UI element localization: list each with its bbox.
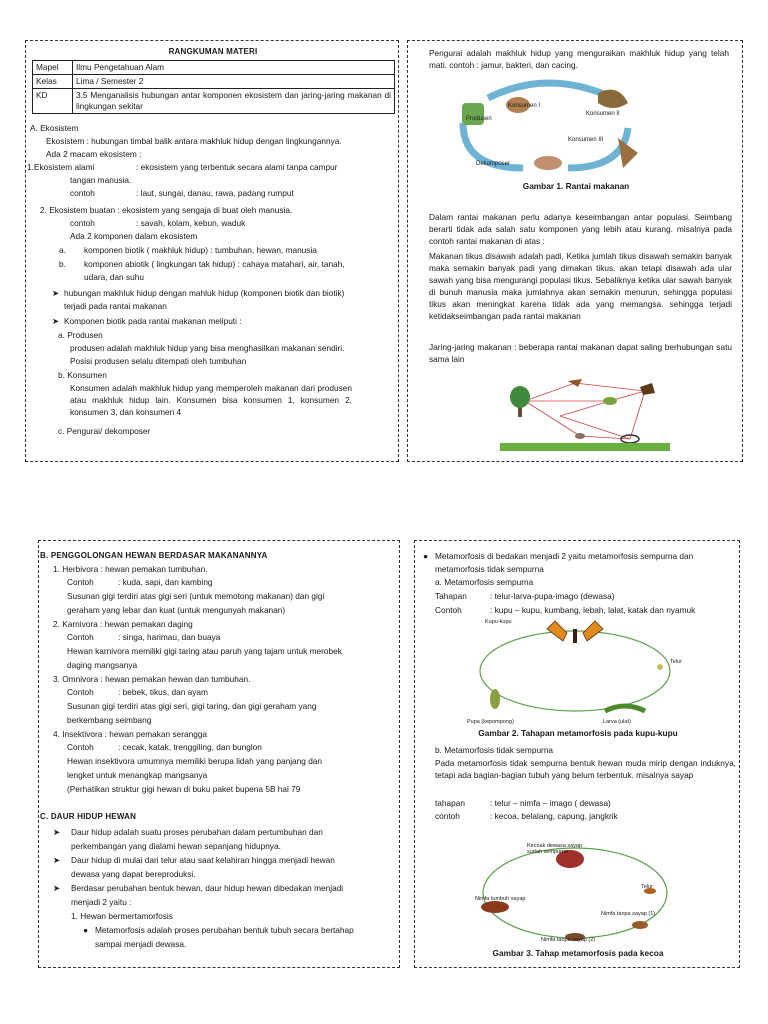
text-line: b. [59, 259, 66, 269]
summary-panel [25, 40, 399, 462]
text-line: Posisi produsen selalu ditempati oleh tumbuhan [70, 356, 247, 366]
figure-caption: Gambar 2. Tahapan metamorfosis pada kupu-kupu [478, 728, 678, 738]
text-line: Susunan gigi terdiri atas gigi seri (untuk memotong makanan) dan gigi [67, 591, 325, 601]
text-line: Contoh [67, 742, 94, 752]
text-line: Ada 2 macam ekosistem : [46, 149, 142, 159]
info-table [32, 60, 395, 114]
table-row [33, 75, 395, 89]
table-row [33, 89, 395, 114]
diagram-label: Kupu-kupu [485, 619, 512, 625]
diagram-label: Konsumen III [568, 137, 604, 143]
diagram-label: Konsumen II [586, 111, 620, 117]
text-line: : ekosistem yang terbentuk secara alami tanpa campur [136, 162, 338, 172]
text-line: : kecoa, belalang, capung, jangkrik [490, 811, 618, 821]
table-key: Kelas [33, 75, 73, 89]
text-line: Daur hidup adalah suatu proses perubahan dalam pertumbuhan dan [71, 827, 323, 837]
diagram-label: Produsen [466, 116, 492, 122]
text-line: produsen adalah makhluk hidup yang bisa menghasilkan makanan sendiri. [70, 343, 345, 353]
text-line: a. Metamorfosis sempurna [435, 577, 534, 587]
text-line: : telur – nimfa – imago ( dewasa) [490, 798, 611, 808]
text-line: a. [59, 245, 66, 255]
section-b-heading: B. PENGGOLONGAN HEWAN BERDASAR MAKANANNYA [40, 551, 268, 560]
text-line: sampai menjadi dewasa. [95, 939, 187, 949]
food-chain-panel [407, 40, 743, 462]
text-line: : singa, harimau, dan buaya [118, 632, 221, 642]
text-line: Metamorfosis adalah proses perubahan bentuk tubuh secara bertahap [95, 925, 354, 935]
text-paragraph: Konsumen adalah makhluk hidup yang memperoleh makanan dari produsen atau makhluk hidup lain. Konsumen bisa konsumen 1, konsumen 2, konsumen 3, dan konsumen 4 [70, 383, 352, 417]
diagram-label: Pupa (kepompong) [467, 719, 514, 725]
text-line: tangan manusia. [70, 175, 132, 185]
text-line: contoh [435, 811, 460, 821]
diagram-label: Larva (ulat) [603, 719, 631, 725]
figure-caption: Gambar 1. Rantai makanan [522, 181, 630, 191]
figure-caption: Gambar 3. Tahap metamorfosis pada kecoa [492, 948, 664, 958]
arrow-bullet-icon: ➤ [53, 827, 60, 837]
diagram-label: Dekomposer [476, 161, 511, 167]
diagram-label: Nimfa tanpa sayap (1) [601, 911, 656, 917]
text-line: Hewan insektivora umumnya memiliki berupa lidah yang panjang dan [67, 756, 323, 766]
table-value: Lima / Semester 2 [73, 75, 395, 89]
text-line: tahapan [435, 798, 465, 808]
text-line: Hewan karnivora memiliki gigi taring atau paruh yang tajam untuk merobek [67, 646, 342, 656]
text-line: Contoh [67, 632, 94, 642]
text-line: contoh [70, 218, 95, 228]
text-line: dewasa yang dapat bereproduksi. [71, 869, 196, 879]
text-paragraph: Makanan tikus disawah adalah padi, Ketika jumlah tikus disawah semakin banyak maka semakin banyak padi yang dimakan tikus. akan tetapi disawah ada ular sawah yang bisa mengurangi populasi tikus. Sebaliknya ketika ular sawah banyak di bunuh manusia maka jumlahnya akan semakin menurun, sehingga populasi tikus akan meningkat karena tidak ada yang memangsa. sehingga terjadi ketidakseimbangan pada rantai makanan [429, 251, 732, 321]
text-line: hubungan makhluk hidup dengan mahluk hidup (komponen biotik dan biotik) [64, 288, 345, 298]
text-line: menjadi 2 yaitu : [71, 897, 132, 907]
diagram-label: Kecoak dewasa sayap sudah sempurna [527, 843, 583, 855]
diagram-label: Konsumen I [508, 103, 541, 109]
text-line: : cecak, katak, trenggiling, dan bunglon [118, 742, 262, 752]
text-line: 2. Ekosistem buatan : ekosistem yang sengaja di buat oleh manusia. [40, 205, 293, 215]
diagram-label: Nimfa tanpa sayap (2) [541, 937, 596, 943]
dot-bullet-icon: ● [423, 551, 429, 561]
text-line: c. Pengurai/ dekomposer [58, 426, 151, 436]
section-a-heading: A. Ekosistem [30, 123, 79, 133]
text-line: udara, dan suhu [84, 272, 144, 282]
text-line: Ekosistem : hubungan timbal balik antara makhluk hidup dengan lingkungannya. [46, 136, 342, 146]
text-line: Komponen biotik pada rantai makanan meliputi : [64, 316, 242, 326]
text-line: Tahapan [435, 591, 467, 601]
text-line: terjadi pada rantai makanan [64, 301, 167, 311]
text-line: daging mangsanya [67, 660, 138, 670]
text-line: Berdasar perubahan bentuk hewan, daur hidup hewan dibedakan menjadi [71, 883, 344, 893]
text-line: komponen biotik ( makhluk hidup) : tumbuhan, hewan, manusia [84, 245, 317, 255]
text-line: komponen abiotik ( lingkungan tak hidup) : cahaya matahari, air, tanah, [84, 259, 345, 269]
text-line: : laut, sungai, danau, rawa, padang rumput [136, 188, 294, 198]
arrow-bullet-icon: ➤ [53, 855, 60, 865]
dot-bullet-icon: ● [83, 925, 89, 935]
food-web-diagram [500, 371, 670, 451]
text-line: contoh [70, 188, 95, 198]
text-line: Daur hidup di mulai dari telur atau saat kelahiran hingga menjadi hewan [71, 855, 335, 865]
diagram-label: Telur [670, 659, 682, 665]
text-line: 4. Insektivora : hewan pemakan serangga [53, 729, 208, 739]
text-line: b. Konsumen [58, 370, 107, 380]
table-key: KD [33, 89, 73, 114]
text-paragraph: Dalam rantai makanan perlu adanya keseimbangan antar populasi. Seimbang berarti tidak ada salah satu komponen yang lebih atau kurang. misalnya pada contoh rantai makanan di atas : [429, 212, 732, 246]
text-line: : bebek, tikus, dan ayam [118, 687, 208, 697]
text-line: lengket untuk menangkap mangsanya [67, 770, 208, 780]
table-value: 3.5 Menganalisis hubungan antar komponen ekosistem dan jaring-jaring makanan di lingkungan sekitar [73, 89, 395, 114]
arrow-bullet-icon: ➤ [52, 288, 59, 298]
text-paragraph: Pada metamorfosis tidak sempurna bentuk hewan muda mirip dengan induknya, tetapi ada bagian-bagian tubuh yang belum terbentuk. misalnya sayap [435, 758, 736, 780]
text-line: berkembang seimbang [67, 715, 152, 725]
summary-title: RANGKUMAN MATERI [168, 47, 258, 56]
text-line: : telur-larva-pupa-imago (dewasa) [490, 591, 615, 601]
table-key: Mapel [33, 61, 73, 75]
text-line: a. Produsen [58, 330, 103, 340]
text-line: metamorfosis tidak sempurna [435, 564, 544, 574]
text-paragraph: Jaring-jaring makanan : beberapa rantai makanan dapat saling berhubungan satu sama lain [429, 342, 732, 364]
text-line: Contoh [435, 605, 462, 615]
text-line: (Perhatikan struktur gigi hewan di buku paket bupena 5B hal 79 [67, 784, 301, 794]
arrow-bullet-icon: ➤ [52, 316, 59, 326]
text-line: Susunan gigi terdiri atas gigi seri, gigi taring, dan gigi geraham yang [67, 701, 317, 711]
text-line: : savah, kolam, kebun, waduk [136, 218, 246, 228]
text-line: : kuda, sapi, dan kambing [118, 577, 213, 587]
animals-panel [38, 540, 400, 968]
table-row [33, 61, 395, 75]
text-line: : kupu – kupu, kumbang, lebah, lalat, katak dan nyamuk [490, 605, 696, 615]
text-line: Metamorfosis di bedakan menjadi 2 yaitu metamorfosis sempurna dan [435, 551, 694, 561]
arrow-bullet-icon: ➤ [53, 883, 60, 893]
diagram-label: Telur [641, 884, 653, 890]
text-line: geraham yang lebar dan kuat (untuk mengunyah makanan) [67, 605, 286, 615]
text-line: 1. Herbivora : hewan pemakan tumbuhan. [53, 564, 208, 574]
text-line: Contoh [67, 687, 94, 697]
diagram-label: Nimfa tumbuh sayap [475, 896, 526, 902]
text-line: 1.Ekosistem alami [27, 162, 95, 172]
section-c-heading: C. DAUR HIDUP HEWAN [40, 812, 137, 821]
text-line: perkembangan yang dialami hewan sepanjang hidupnya. [71, 841, 281, 851]
text-line: 2. Karnivora : hewan pemakan daging [53, 619, 193, 629]
decomposer-text: Pengurai adalah makhluk hidup yang menguraikan makhluk hidup yang telah mati. contoh : jamur, bakteri, dan cacing. [429, 48, 729, 70]
text-line: Contoh [67, 577, 94, 587]
table-value: Ilmu Pengetahuan Alam [73, 61, 395, 75]
text-line: b. Metamorfosis tidak sempurna [435, 745, 554, 755]
text-line: 3. Omnivora : hewan pemakan hewan dan tumbuhan. [53, 674, 251, 684]
metamorphosis-panel [414, 540, 740, 968]
text-line: Ada 2 komponen dalam ekosistem [70, 231, 198, 241]
butterfly-lifecycle-diagram [455, 619, 695, 723]
text-line: 1. Hewan bermertamorfosis [71, 911, 173, 921]
